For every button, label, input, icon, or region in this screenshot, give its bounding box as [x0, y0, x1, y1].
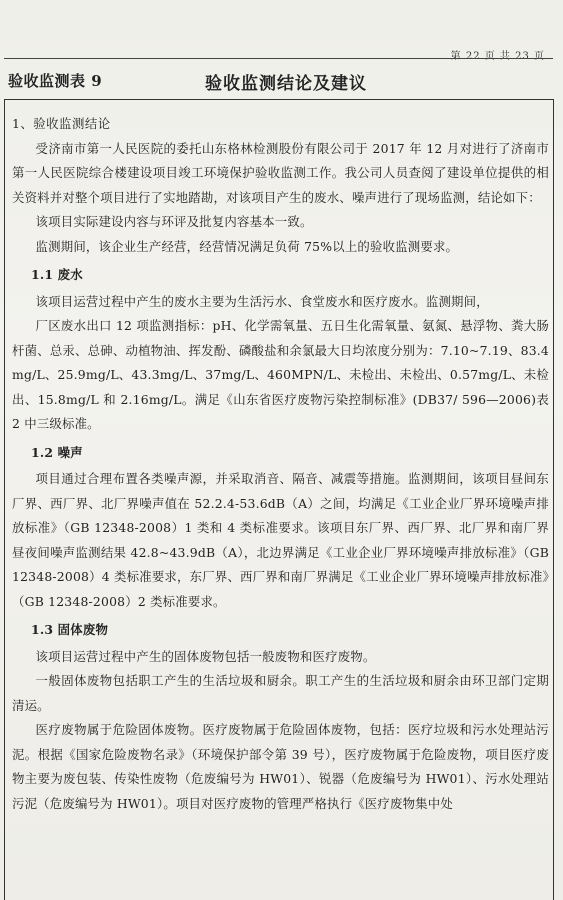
subsection-heading-solid-waste: 1.3 固体废物 [31, 622, 109, 637]
paragraph: 该项目实际建设内容与环评及批复内容基本一致。 [35, 214, 313, 229]
table-label: 验收监测表 9 [8, 72, 103, 90]
paragraph: 该项目运营过程中产生的废水主要为生活污水、食堂废水和医疗废水。监测期间， [35, 293, 489, 309]
subsection-heading-wastewater: 1.1 废水 [31, 267, 83, 282]
paragraph: 受济南市第一人民医院的委托山东格林检测股份有限公司于 2017 年 12 月对进行了济南市第一人民医院综合楼建设项目竣工环境保护验收监测工作。我公司人员查阅了建设单位提供的相关资料并对整个项目进行了实地踏勘，对该项目产生的废水、噪声进行了现场监测，结论如下： [12, 140, 549, 205]
paragraph: 一般固体废物包括职工产生的生活垃圾和厨余。职工产生的生活垃圾和厨余由环卫部门定期清运。 [12, 673, 549, 713]
paragraph: 医疗废物属于危险固体废物。医疗废物属于危险固体废物，包括：医疗垃圾和污水处理站污泥。根据《国家危险废物名录》（环境保护部令第 39 号），医疗废物属于危险废物，项目医疗废物主要为废包装、传染性废物（危废编号为 HW01）、锐器（危废编号为 HW01）、污水处理站污泥（危废编号为 HW01）。项目对医疗废物的管理严格执行《医疗废物集中处 [12, 722, 549, 811]
content-body [12, 112, 549, 816]
paragraph: 监测期间，该企业生产经营，经营情况满足负荷 75%以上的验收监测要求。 [35, 238, 459, 254]
section-heading-conclusion: 1、验收监测结论 [12, 116, 111, 131]
paragraph: 该项目运营过程中产生的固体废物包括一般废物和医疗废物。 [35, 648, 376, 664]
paragraph: 厂区废水出口 12 项监测指标：pH、化学需氧量、五日生化需氧量、氨氮、悬浮物、粪大肠杆菌、总汞、总砷、动植物油、挥发酚、磷酸盐和余氯最大日均浓度分别为：7.10~7.19、83.4 mg/L、25.9mg/L、43.3mg/L、37mg/L、460MPN/L、未检出、未检出、0.57mg/L、未检出、15.8mg/L 和 2.16mg/L。满足《山东省医疗废物污染控制标准》(DB37/ 596—2006)表 2 中三级标准。 [12, 318, 549, 431]
page-number: 第 22 页 共 23 页 [450, 51, 545, 62]
content-frame [4, 99, 554, 900]
page-title: 验收监测结论及建议 [205, 74, 367, 94]
subsection-heading-noise: 1.2 噪声 [31, 444, 83, 460]
header-rule [4, 58, 553, 59]
paragraph: 项目通过合理布置各类噪声源，并采取消音、隔音、减震等措施。监测期间，该项目昼间东厂界、西厂界、北厂界噪声值在 52.2.4-53.6dB（A）之间，均满足《工业企业厂界环境噪声排放标准》（GB 12348-2008）1 类和 4 类标准要求。该项目东厂界、西厂界、北厂界和南厂界昼夜间噪声监测结果 42.8~43.9dB（A），北边界满足《工业企业厂界环境噪声排放标准》（GB 12348-2008）4 类标准要求，东厂界、西厂界和南厂界满足《工业企业厂界环境噪声排放标准》（GB 12348-2008）2 类标准要求。 [12, 471, 549, 609]
